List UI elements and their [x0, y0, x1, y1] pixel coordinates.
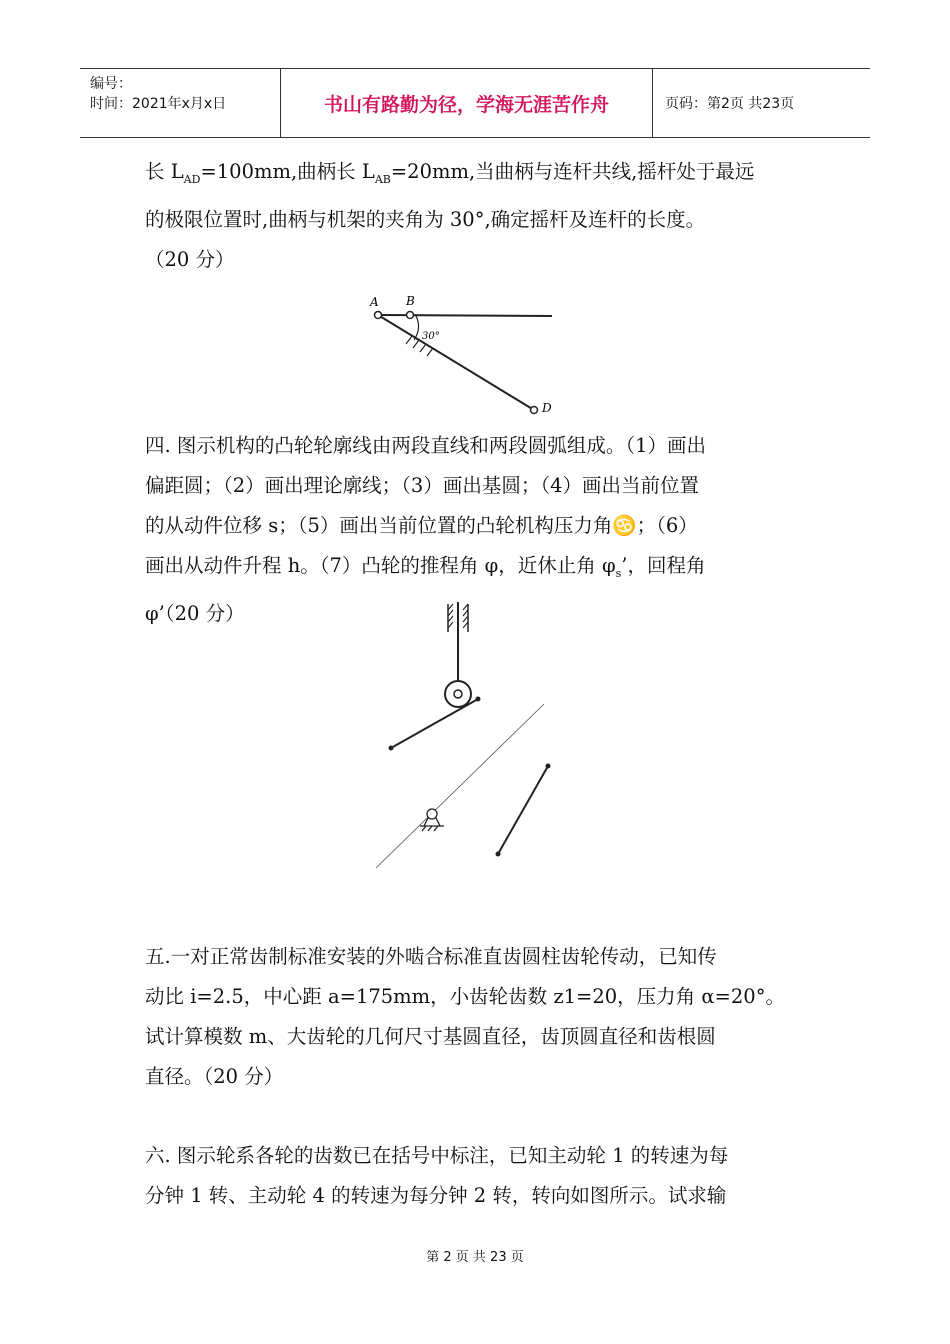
q4-line-2: 偏距圆；（2）画出理论廓线；（3）画出基圆；（4）画出当前位置	[145, 474, 699, 497]
label-b: B	[406, 294, 415, 308]
q3-line-3: （20 分）	[145, 247, 235, 271]
motto: 书山有路勤为径，学海无涯苦作舟	[281, 69, 653, 137]
label-d: D	[542, 401, 552, 415]
q5-line-1: 五.一对正常齿制标准安装的外啮合标准直齿圆柱齿轮传动，已知传	[145, 945, 717, 968]
q3-line-2: 的极限位置时,曲柄与机架的夹角为 30°,确定摇杆及连杆的长度。	[145, 207, 706, 231]
q5-line-3: 试计算模数 m、大齿轮的几何尺寸基圆直径，齿顶圆直径和齿根圆	[145, 1025, 716, 1048]
q4-line-1: 四. 图示机构的凸轮轮廓线由两段直线和两段圆弧组成。（1）画出	[145, 434, 707, 457]
page-info: 页码：第2页 共23页	[665, 96, 795, 112]
q4-line-5: φ’（20 分）	[145, 601, 245, 625]
q6-line-2: 分钟 1 转、主动轮 4 的转速为每分钟 2 转，转向如图所示。试求输	[145, 1184, 727, 1207]
q5-line-4: 直径。（20 分）	[145, 1065, 284, 1088]
cam-pivot	[420, 809, 444, 831]
q3-line-1: 长 $L_{AD}=100mm$,曲柄长 $L_{AB}=20mm$,当曲柄与连杆共线,摇杆处于最远	[145, 160, 755, 186]
header-meta	[80, 69, 281, 137]
page-header	[80, 68, 870, 138]
question-3-text	[145, 152, 815, 280]
q4-line-4: 画出从动件升程 h。（7）凸轮的推程角 φ，近休止角 $\varphi_s$’，回程角	[145, 554, 706, 580]
time-label: 时间：2021年x月x日	[90, 96, 227, 112]
number-label: 编号：	[90, 76, 132, 92]
q5-line-2: 动比 i=2.5，中心距 a=175mm，小齿轮齿数 z1=20，压力角 α=20°。	[145, 985, 785, 1008]
question-5-text	[145, 937, 815, 1097]
joint-b	[407, 312, 414, 319]
question-6-text	[145, 1136, 815, 1216]
cam-mechanism-figure	[360, 600, 560, 880]
joint-d	[531, 407, 538, 414]
crank-rocker-figure	[360, 288, 580, 428]
page-footer: 第 2 页 共 23 页	[426, 1250, 524, 1265]
joint-a	[375, 312, 382, 319]
q4-line-3: 的从动件位移 s；（5）画出当前位置的凸轮机构压力角♋；（6）	[145, 514, 698, 537]
q6-line-1: 六. 图示轮系各轮的齿数已在括号中标注，已知主动轮 1 的转速为每	[145, 1144, 729, 1167]
label-a: A	[370, 295, 379, 309]
angle-label: 30°	[422, 331, 440, 342]
